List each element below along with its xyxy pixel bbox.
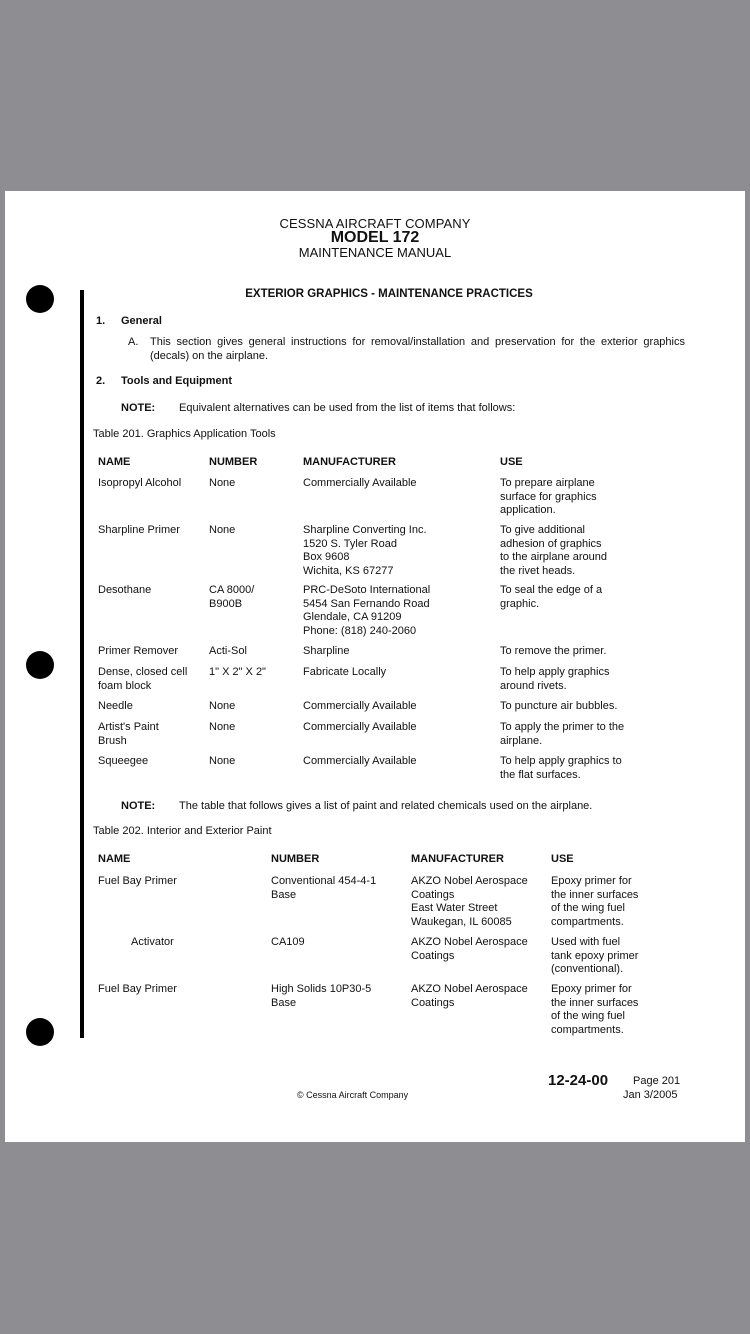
cell-line: Fuel Bay Primer [98, 983, 177, 995]
section-2-number: 2. [96, 375, 106, 387]
cell-manufacturer [303, 584, 430, 638]
cell-line: Artist's Paint [98, 721, 159, 733]
table-202-caption: Table 202. Interior and Exterior Paint [93, 825, 272, 837]
note-1-label: NOTE: [121, 402, 156, 414]
cell-line: application. [500, 504, 556, 516]
cell-manufacturer [411, 936, 528, 963]
cell-line: To give additional [500, 524, 586, 536]
cell-line: Epoxy primer for [551, 983, 632, 995]
cell-name [98, 983, 177, 997]
cell-line: the inner surfaces [551, 888, 639, 901]
cell-manufacturer [303, 524, 427, 578]
cell-line: To remove the primer. [500, 645, 607, 657]
cell-line: Dense, closed cell [98, 666, 188, 678]
cell-use [500, 477, 597, 518]
cell-line: Sharpline [303, 645, 350, 657]
cell-name [98, 584, 151, 598]
cell-line: Sharpline Converting Inc. [303, 524, 427, 536]
section-1-title: General [121, 315, 162, 327]
cell-manufacturer [411, 983, 528, 1010]
cell-line: Commercially Available [303, 721, 417, 733]
cell-line: (conventional). [551, 963, 624, 975]
cell-line: To help apply graphics [500, 666, 610, 678]
cell-line: compartments. [551, 915, 624, 928]
copyright: © Cessna Aircraft Company [297, 1090, 409, 1100]
cell-line: B900B [209, 597, 243, 610]
cell-line: Squeegee [98, 755, 149, 767]
cell-line: the flat surfaces. [500, 768, 581, 781]
cell-number [271, 875, 376, 902]
manual-page [5, 191, 745, 1142]
section-1-number: 1. [96, 315, 106, 327]
cell-line: Waukegan, IL 60085 [411, 915, 512, 928]
cell-line: Isopropyl Alcohol [98, 477, 182, 489]
cell-line: To seal the edge of a [500, 584, 603, 596]
cell-number [271, 983, 371, 1010]
para-a-label: A. [128, 336, 139, 348]
cell-line: around rivets. [500, 679, 567, 692]
cell-use [551, 875, 638, 929]
punch-hole-bottom [26, 1018, 54, 1046]
cell-use [500, 666, 609, 693]
cell-use [500, 584, 602, 611]
cell-number [209, 584, 254, 611]
revision-date: Jan 3/2005 [623, 1089, 678, 1101]
cell-number [209, 755, 235, 769]
punch-hole-middle [26, 651, 54, 679]
cell-use [500, 755, 622, 782]
model-title: MODEL 172 [330, 229, 420, 246]
column-header-manufacturer: MANUFACTURER [411, 853, 504, 865]
cell-line: airplane. [500, 734, 543, 747]
cell-name [98, 721, 159, 748]
cell-name [98, 477, 181, 491]
cell-line: To prepare airplane [500, 477, 595, 489]
cell-name [98, 875, 177, 889]
cell-number [209, 645, 247, 659]
cell-line: PRC-DeSoto International [303, 584, 431, 596]
column-header-manufacturer: MANUFACTURER [303, 456, 396, 468]
cell-line: the inner surfaces [551, 996, 639, 1009]
cell-manufacturer [303, 755, 417, 769]
page-number: Page 201 [633, 1075, 681, 1087]
cell-line: To puncture air bubbles. [500, 700, 618, 712]
cell-line: adhesion of graphics [500, 537, 602, 550]
cell-manufacturer [411, 875, 528, 929]
cell-use [500, 700, 617, 714]
cell-line: Epoxy primer for [551, 875, 632, 887]
cell-line: Base [271, 996, 297, 1009]
cell-number [209, 477, 235, 491]
company-name: CESSNA AIRCRAFT COMPANY [279, 216, 471, 231]
cell-line: Fuel Bay Primer [98, 875, 177, 887]
column-header-use: USE [500, 456, 523, 468]
cell-use [551, 936, 638, 977]
revision-change-bar [80, 290, 84, 1038]
para-a-text: This section gives general instructions for removal/installation and preservation for the exterior graphics (decals) on the airplane. [150, 336, 685, 362]
cell-line: Desothane [98, 584, 152, 596]
section-2-title: Tools and Equipment [121, 375, 233, 387]
cell-line: surface for graphics [500, 490, 597, 503]
cell-line: AKZO Nobel Aerospace [411, 936, 528, 948]
note-2-text: The table that follows gives a list of paint and related chemicals used on the airplane. [179, 800, 593, 812]
chapter-code: 12-24-00 [548, 1072, 609, 1089]
cell-line: tank epoxy primer [551, 949, 639, 962]
cell-line: To help apply graphics to [500, 755, 622, 767]
column-header-use: USE [551, 853, 574, 865]
manual-title: MAINTENANCE MANUAL [298, 245, 452, 260]
cell-line: 1520 S. Tyler Road [303, 537, 397, 550]
column-header-name: NAME [98, 456, 131, 468]
column-header-name: NAME [98, 853, 131, 865]
cell-name [98, 666, 187, 693]
cell-line: Activator [131, 936, 174, 948]
cell-name [98, 645, 178, 659]
cell-line: Sharpline Primer [98, 524, 180, 536]
cell-name [131, 936, 174, 950]
cell-manufacturer [303, 721, 417, 735]
cell-manufacturer [303, 666, 386, 680]
cell-use [500, 721, 624, 748]
cell-number [209, 700, 235, 714]
cell-line: None [209, 721, 236, 733]
cell-line: Conventional 454-4-1 [271, 875, 377, 887]
cell-line: Used with fuel [551, 936, 621, 948]
cell-line: Commercially Available [303, 700, 417, 712]
cell-number [209, 666, 266, 680]
cell-line: Brush [98, 734, 127, 747]
cell-line: foam block [98, 679, 152, 692]
cell-manufacturer [303, 645, 349, 659]
cell-line: Commercially Available [303, 755, 417, 767]
cell-use [500, 524, 607, 578]
cell-name [98, 700, 133, 714]
table-201-caption: Table 201. Graphics Application Tools [93, 428, 276, 440]
cell-line: Coatings [411, 888, 455, 901]
cell-manufacturer [303, 477, 417, 491]
cell-line: to the airplane around [500, 551, 608, 563]
cell-line: of the wing fuel [551, 1010, 625, 1022]
note-2-label: NOTE: [121, 800, 156, 812]
cell-line: Commercially Available [303, 477, 417, 489]
cell-line: compartments. [551, 1023, 624, 1036]
cell-line: AKZO Nobel Aerospace [411, 983, 528, 995]
cell-line: 1" X 2" X 2" [209, 666, 266, 678]
cell-manufacturer [303, 700, 417, 714]
cell-line: Coatings [411, 996, 455, 1009]
cell-number [209, 721, 235, 735]
cell-line: CA 8000/ [209, 584, 255, 596]
cell-number [209, 524, 235, 538]
section-title: EXTERIOR GRAPHICS - MAINTENANCE PRACTICES [245, 288, 533, 300]
cell-line: Base [271, 888, 297, 901]
cell-line: Coatings [411, 949, 455, 962]
cell-number [271, 936, 305, 950]
cell-line: East Water Street [411, 902, 498, 914]
cell-name [98, 524, 180, 538]
cell-line: Fabricate Locally [303, 666, 387, 678]
cell-line: To apply the primer to the [500, 721, 625, 733]
cell-line: High Solids 10P30-5 [271, 983, 372, 995]
cell-line: None [209, 755, 236, 767]
cell-line: Wichita, KS 67277 [303, 564, 394, 577]
cell-line: Glendale, CA 91209 [303, 611, 402, 623]
cell-line: Acti-Sol [209, 645, 247, 657]
cell-line: of the wing fuel [551, 902, 625, 914]
cell-line: None [209, 477, 236, 489]
column-header-number: NUMBER [271, 853, 320, 865]
cell-line: the rivet heads. [500, 564, 576, 577]
cell-line: Primer Remover [98, 645, 179, 657]
cell-use [500, 645, 606, 659]
cell-line: Box 9608 [303, 551, 350, 563]
cell-line: None [209, 524, 236, 536]
cell-line: CA109 [271, 936, 305, 948]
cell-line: graphic. [500, 597, 540, 610]
column-header-number: NUMBER [209, 456, 258, 468]
cell-name [98, 755, 148, 769]
cell-line: None [209, 700, 236, 712]
cell-line: AKZO Nobel Aerospace [411, 875, 528, 887]
cell-use [551, 983, 638, 1037]
cell-line: 5454 San Fernando Road [303, 597, 430, 610]
cell-line: Needle [98, 700, 133, 712]
cell-line: Phone: (818) 240-2060 [303, 624, 417, 637]
note-1-text: Equivalent alternatives can be used from the list of items that follows: [179, 402, 516, 414]
